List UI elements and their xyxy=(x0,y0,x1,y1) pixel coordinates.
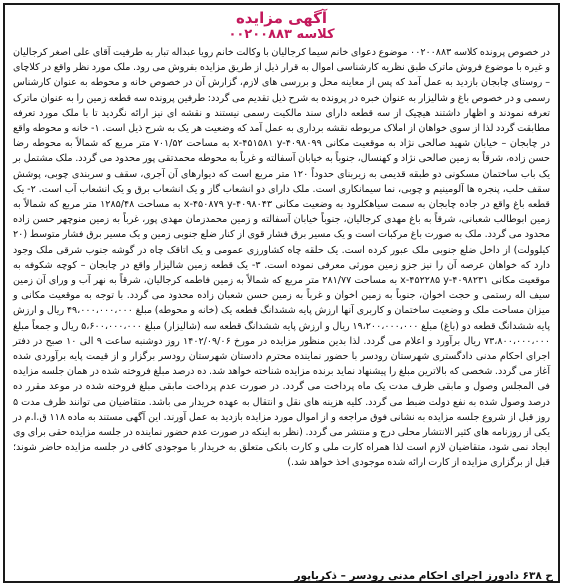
notice-body: در خصوص پرونده کلاسه ۰۰۲۰۰۸۸۳ موضوع دعوای خانم سیما کرجالیان با وکالت خانم رویا عبداله تبار به طرفیت آقای علی اصغر کرجالیان و غیره با موضوع فروش ماترک طبق نظریه کارشناسی اموال به قرار ذیل از طریق مزایده بفروش می رود. ملک مورد نظر واقع در کلاچای – روستای چابجان بازدید به عمل آمد که پس از معاینه محل و بررسی های لازم، گزارش آن در خصوص خانه و محوطه به عنوان کارشناس رسمی و در خصوص باغ و شالیزار به عنوان خبره در پرونده به شرح ذیل تقدیم می گردد: طرفین پرونده سه قطعه زمین را به عنوان ماترک تعرفه نمودند و اظهار داشتند هیچیک از سه قطعه دارای سند مالکیت رسمی نیستند و نقشه ای نیز ارائه نگردید تا با ملک مورد تعرفه مطابقت گردد لذا از سوی خواهان از املاک مربوطه نقشه برداری به عمل آمد که وضعیت هر یک به شرح ذیل است. ۱- خانه و محوطه واقع در چابجان – خیابان شهید صالحی نژاد به موقعیت مکانی x-۴۵۱۵۸۱ y-۴۰۹۸۰۹۹ به مساحت ۷۰۱/۵۲ متر مربع که شمالاً به محوطه رضا حسن زاده، شرقاً به زمین صالحی نژاد و کهنسال، جنوباً به خیابان آسفالته و غرباً به محوطه محمدتقی پور محدود می گردد. ملک مشتمل بر یک باب ساختمان مسکونی دو طبقه قدیمی به زیربنای حدوداً ۱۲۰ متر مربع است که دیوارهای آن آجری، سقف و سربندی چوبی، پوشش سقف حلب، پنجره ها آلومینیم و چوبی، نما سیمانکاری است. ملک دارای دو انشعاب گاز و یک انشعاب برق و یک انشعاب آب است. ۲- یک قطعه باغ واقع در جاده چابجان به سمت سیاهکلرود به وضعیت مکانی x-۴۵۰۸۷۹ y-۴۰۹۸۰۴۳ به مساحت ۱۲۸۵/۴۸ متر مربع که شمالاً به زمین ابوطالب شعبانی، شرقاً به باغ مهدی کرجالیان، جنوباً خیابان آسفالته و زمین محمدزمان مهدی پور، غرباً به زمین منوچهر حسن زاده محدود می گردد. ملک به صورت باغ مرکبات است و یک مسیر برق فشار قوی از کنار ضلع جنوبی زمین و یک مسیر برق فشار متوسط (۲۰ کیلوولت) از داخل ضلع جنوبی ملک عبور کرده است. یک حلقه چاه کشاورزی عمومی و یک اتاقک چاه در گوشه جنوب شرقی ملک وجود دارد که خواهان عرصه آن را نیز جزو زمین مورثی معرفی نموده است. ۳- یک قطعه زمین شالیزار واقع در چابجان – کوچه شکوفه به موقعیت مکانی x-۴۵۲۲۸۵ y-۴۰۹۸۲۳۱ به مساحت ۲۸۱/۷۷ متر مربع که شمالاً به زمین فاطمه کرجالیان، شرقاً به نهر آب و ورای آن زمین سیف اله رستمی و حجت اخوان، جنوباً به زمین اخوان و غرباً به زمین حسن شعبان زاده محدود می گردد. با توجه به موقعیت مکانی و میزان مساحت ملک و وضعیت ساختمان و کاربری آنها ارزش پایه ششدانگ قطعه یک (خانه و محوطه) مبلغ ۴۹،۰۰۰،۰۰۰،۰۰۰ ریال و ارزش پایه ششدانگ قطعه دو (باغ) مبلغ ۱۹،۲۰۰،۰۰۰،۰۰۰ ریال و ارزش پایه ششدانگ قطعه سه (شالیزار) مبلغ ۵،۶۰۰،۰۰۰،۰۰۰ ریال و جمعاً مبلغ ۷۳،۸۰۰،۰۰۰،۰۰۰ ریال برآورد و اعلام می گردد. لذا بدین منظور مزایده در مورخ ۱۴۰۲/۰۹/۰۶ روز دوشنبه ساعت ۹ الی ۱۰ صبح در دفتر اجرای احکام مدنی دادگستری شهرستان رودسر با حضور نماینده محترم دادستان شهرستان رودسر برگزار و از قیمت پایه برآوردی شده آغاز می گردد. شخصی که بالاترین مبلغ را پیشنهاد نماید برنده مزایده شناخته خواهد شد. ده درصد مبلغ فروخته شده در همان جلسه مزایده فی المجلس وصول و مابقی ظرف مدت یک ماه پرداخت می گردد. در صورت عدم پرداخت مابقی مبلغ فروخته شده در موعد مقرر ده درصد وصول شده به نفع دولت ضبط می گردد. کلیه هزینه های نقل و انتقال به عهده خریدار می باشد. متقاضیان می توانند ظرف مدت ۵ روز قبل از شروع جلسه مزایده به نشانی فوق مراجعه و از اموال مورد مزایده بازدید به عمل آورند. این آگهی مستند به ماده ۱۱۸ ق.ا.م در یکی از روزنامه های کثیر الانتشار محلی درج و منتشر می گردد. (نظر به اینکه در صورت عدم حضور نماینده در جلسه مزایده حقی برای وی ایجاد نمی شود، متقاضیان لازم است لذا همراه کارت ملی و کارت بانکی متعلق به خریدار با موجودی کافی در جلسه مزایده حاضر شوند؛ قبل از برگزاری مزایده از کارت ارائه شده موجودی اخذ خواهد شد.) xyxy=(13,47,551,469)
notice-case-number: کلاسه ۰۰۲۰۰۸۸۳ xyxy=(228,27,335,42)
notice-signature: ح ۶۳۸ دادورز اجرای احکام مدنی رودسر – ذکریاپور xyxy=(294,570,553,582)
notice-title: آگهی مزایده xyxy=(235,9,328,27)
notice-frame xyxy=(3,3,560,583)
